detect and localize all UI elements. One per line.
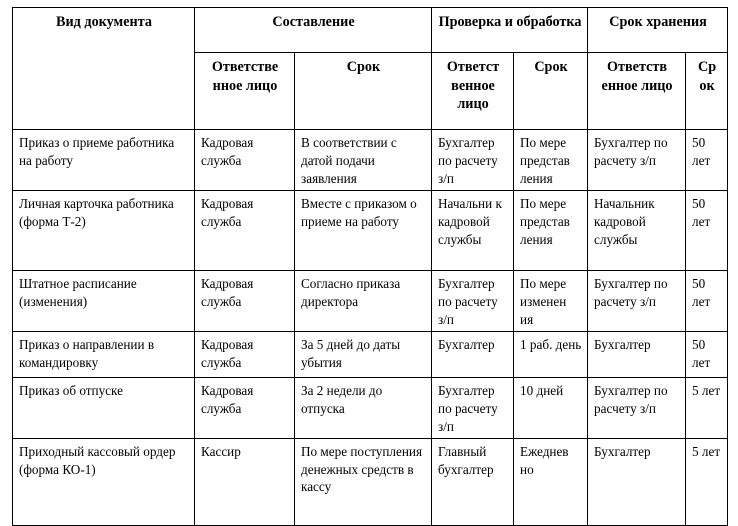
cell-document-type: Штатное расписание (изменения): [13, 270, 195, 331]
table-body: [13, 130, 728, 526]
cell-composition-responsible: Кассир: [195, 438, 295, 525]
cell-composition-responsible: Кадровая служба: [195, 190, 295, 270]
column-header-composition-term: Срок: [295, 53, 432, 130]
cell-check-responsible: Начальни к кадровой службы: [432, 190, 514, 270]
cell-storage-term: 5 лет: [686, 377, 728, 438]
cell-check-responsible: Бухгалтер: [432, 331, 514, 377]
cell-check-responsible: Бухгалтер по расчету з/п: [432, 130, 514, 191]
table-row: [13, 438, 728, 525]
cell-check-responsible: Бухгалтер по расчету з/п: [432, 377, 514, 438]
column-header-check-term: Срок: [514, 53, 588, 130]
document-retention-table-container: [12, 7, 727, 526]
cell-storage-term: 50 лет: [686, 130, 728, 191]
table-row: [13, 331, 728, 377]
cell-check-responsible: Бухгалтер по расчету з/п: [432, 270, 514, 331]
cell-composition-responsible: Кадровая служба: [195, 130, 295, 191]
cell-composition-term: Согласно приказа директора: [295, 270, 432, 331]
cell-check-term: По мере изменен ия: [514, 270, 588, 331]
table-header-group-row: [13, 8, 728, 53]
column-header-group-storage-term: Срок хранения: [588, 8, 728, 53]
column-header-group-composition: Составление: [195, 8, 432, 53]
cell-storage-responsible: Бухгалтер по расчету з/п: [588, 130, 686, 191]
cell-document-type: Приказ о приеме работника на работу: [13, 130, 195, 191]
cell-check-term: По мере представ ления: [514, 130, 588, 191]
column-header-document-type: Вид документа: [13, 8, 195, 130]
cell-document-type: Приказ об отпуске: [13, 377, 195, 438]
table-row: [13, 270, 728, 331]
table-row: [13, 190, 728, 270]
cell-storage-responsible: Бухгалтер по расчету з/п: [588, 377, 686, 438]
cell-check-term: 10 дней: [514, 377, 588, 438]
table-header: [13, 8, 728, 130]
column-header-composition-responsible: Ответстве нное лицо: [195, 53, 295, 130]
cell-composition-responsible: Кадровая служба: [195, 377, 295, 438]
table-row: [13, 377, 728, 438]
column-header-storage-term: Ср ок: [686, 53, 728, 130]
cell-document-type: Приказ о направлении в командировку: [13, 331, 195, 377]
cell-check-term: 1 раб. день: [514, 331, 588, 377]
column-header-storage-responsible: Ответств енное лицо: [588, 53, 686, 130]
cell-storage-responsible: Бухгалтер по расчету з/п: [588, 270, 686, 331]
cell-check-term: Ежеднев но: [514, 438, 588, 525]
cell-composition-term: За 2 недели до отпуска: [295, 377, 432, 438]
cell-storage-term: 50 лет: [686, 270, 728, 331]
cell-storage-responsible: Бухгалтер: [588, 438, 686, 525]
table-row: [13, 130, 728, 191]
column-header-check-responsible: Ответст венное лицо: [432, 53, 514, 130]
cell-storage-term: 50 лет: [686, 190, 728, 270]
column-header-group-check-processing: Проверка и обработка: [432, 8, 588, 53]
cell-composition-term: За 5 дней до даты убытия: [295, 331, 432, 377]
document-retention-table: [12, 7, 728, 526]
cell-document-type: Личная карточка работника (форма Т-2): [13, 190, 195, 270]
cell-storage-term: 5 лет: [686, 438, 728, 525]
cell-storage-responsible: Бухгалтер: [588, 331, 686, 377]
cell-composition-responsible: Кадровая служба: [195, 270, 295, 331]
cell-storage-term: 50 лет: [686, 331, 728, 377]
cell-storage-responsible: Начальник кадровой службы: [588, 190, 686, 270]
cell-composition-term: В соответствии с датой подачи заявления: [295, 130, 432, 191]
cell-check-responsible: Главный бухгалтер: [432, 438, 514, 525]
cell-document-type: Приходный кассовый ордер (форма КО-1): [13, 438, 195, 525]
cell-composition-term: Вместе с приказом о приеме на работу: [295, 190, 432, 270]
cell-composition-term: По мере поступления денежных средств в кассу: [295, 438, 432, 525]
cell-composition-responsible: Кадровая служба: [195, 331, 295, 377]
cell-check-term: По мере представ ления: [514, 190, 588, 270]
